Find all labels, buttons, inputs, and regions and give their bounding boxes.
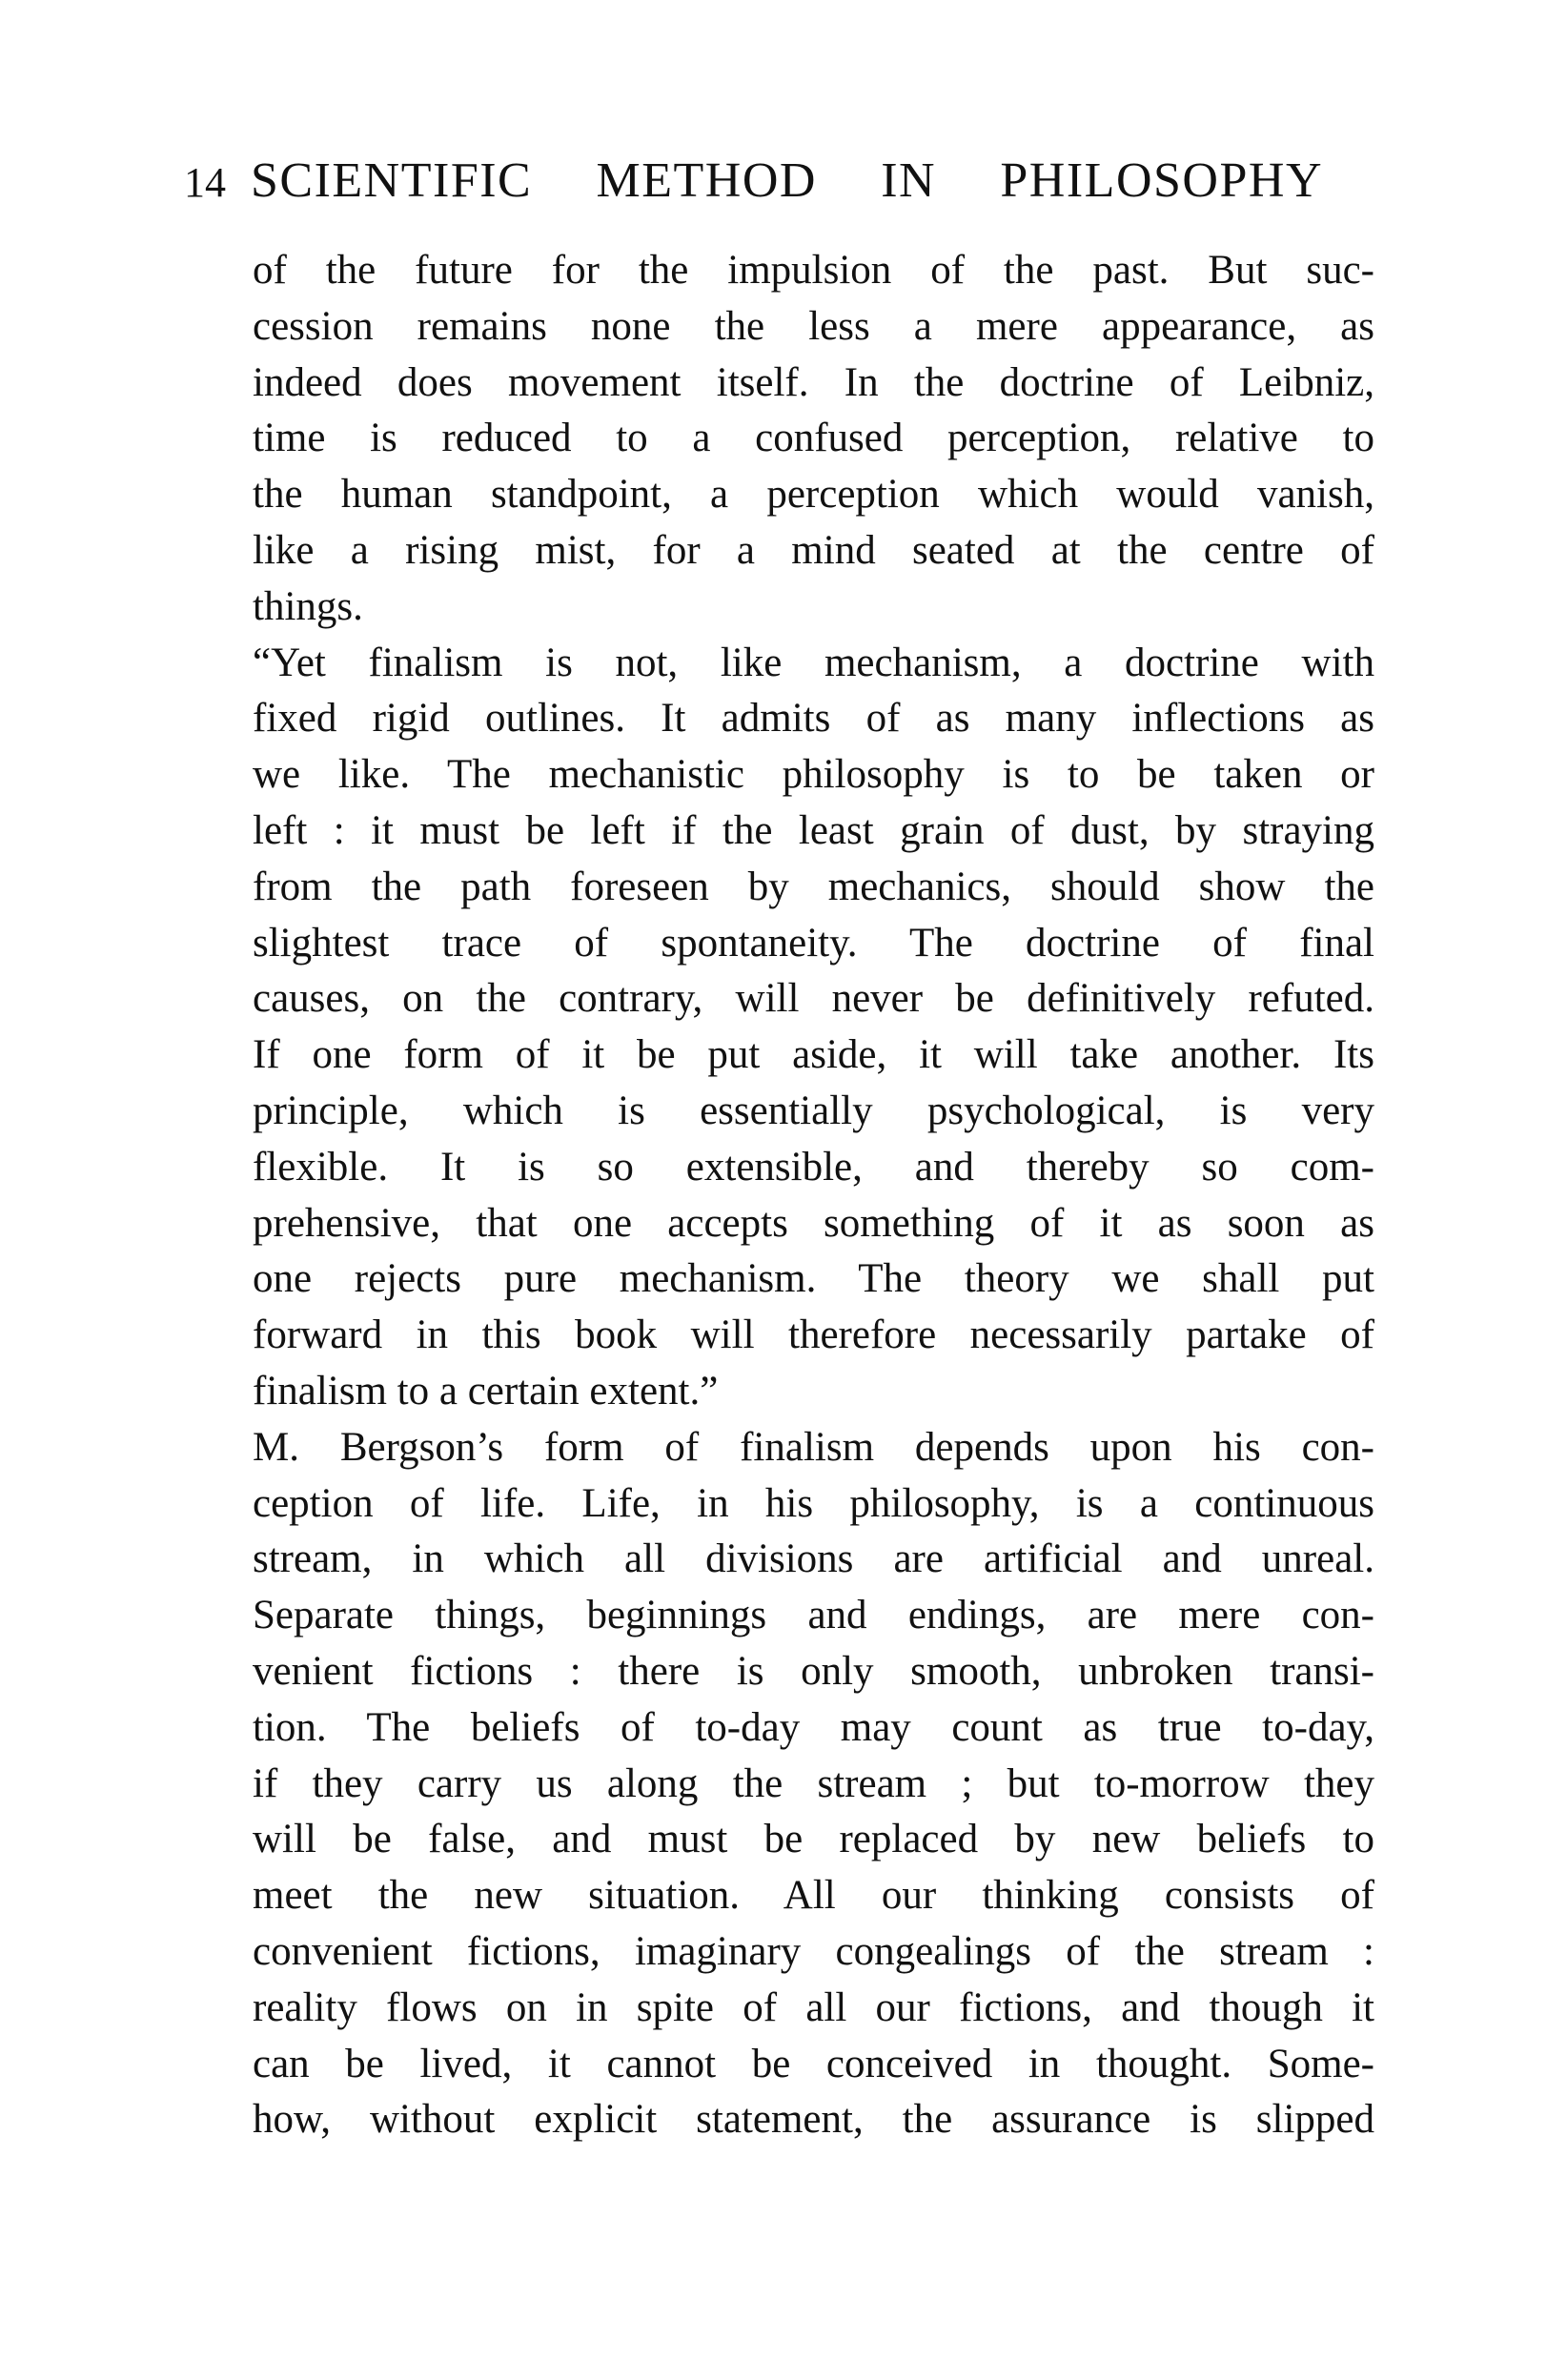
text-line: Separate things, beginnings and endings, are mere con- — [253, 1593, 1374, 1638]
text-line: venient fictions : there is only smooth, unbroken transi- — [253, 1648, 1374, 1694]
text-line: stream, in which all divisions are artificial and unreal. — [253, 1536, 1374, 1582]
text-line: meet the new situation. All our thinking consists of — [253, 1873, 1374, 1919]
text-line: the human standpoint, a perception which would vanish, — [253, 472, 1374, 518]
text-line: convenient fictions, imaginary congealings of the stream : — [253, 1928, 1374, 1974]
text-line: slightest trace of spontaneity. The doctrine of final — [253, 920, 1374, 966]
text-line: prehensive, that one accepts something of it as soon as — [253, 1200, 1374, 1246]
text-line: cession remains none the less a mere appearance, as — [253, 303, 1374, 349]
text-line: forward in this book will therefore necessarily partake of — [253, 1312, 1374, 1358]
text-line: M. Bergson’s form of finalism depends upon his con- — [253, 1424, 1374, 1470]
text-line: “Yet finalism is not, like mechanism, a doctrine with — [253, 640, 1374, 685]
running-title: SCIENTIFIC METHOD IN PHILOSOPHY — [251, 153, 1323, 208]
text-line: finalism to a certain extent.” — [253, 1368, 719, 1414]
text-line: fixed rigid outlines. It admits of as many inflections as — [253, 696, 1374, 742]
text-line: causes, on the contrary, will never be definitively refuted. — [253, 976, 1374, 1022]
text-line: If one form of it be put aside, it will take another. Its — [253, 1032, 1374, 1078]
text-line: tion. The beliefs of to-day may count as true to-day, — [253, 1704, 1374, 1750]
text-line: reality flows on in spite of all our fictions, and though it — [253, 1984, 1374, 2030]
text-line: can be lived, it cannot be conceived in thought. Some- — [253, 2041, 1374, 2086]
text-line: if they carry us along the stream ; but to-morrow they — [253, 1760, 1374, 1806]
text-line: we like. The mechanistic philosophy is to be taken or — [253, 752, 1374, 798]
text-line: one rejects pure mechanism. The theory we shall put — [253, 1256, 1374, 1302]
text-line: indeed does movement itself. In the doctrine of Leibniz, — [253, 359, 1374, 405]
text-line: principle, which is essentially psychological, is very — [253, 1088, 1374, 1133]
text-line: flexible. It is so extensible, and thereby so com- — [253, 1144, 1374, 1190]
body-text — [253, 243, 1374, 2148]
running-header — [184, 153, 1323, 209]
text-line: things. — [253, 583, 363, 629]
text-line: of the future for the impulsion of the past. But suc- — [253, 248, 1374, 293]
text-line: how, without explicit statement, the assurance is slipped — [253, 2097, 1374, 2143]
page-number: 14 — [184, 159, 226, 206]
text-line: ception of life. Life, in his philosophy, is a continuous — [253, 1480, 1374, 1526]
text-line: left : it must be left if the least grain of dust, by straying — [253, 807, 1374, 853]
text-line: will be false, and must be replaced by new beliefs to — [253, 1817, 1374, 1862]
text-line: time is reduced to a confused perception, relative to — [253, 416, 1374, 461]
text-line: from the path foreseen by mechanics, should show the — [253, 864, 1374, 909]
text-line: like a rising mist, for a mind seated at the centre of — [253, 527, 1374, 573]
